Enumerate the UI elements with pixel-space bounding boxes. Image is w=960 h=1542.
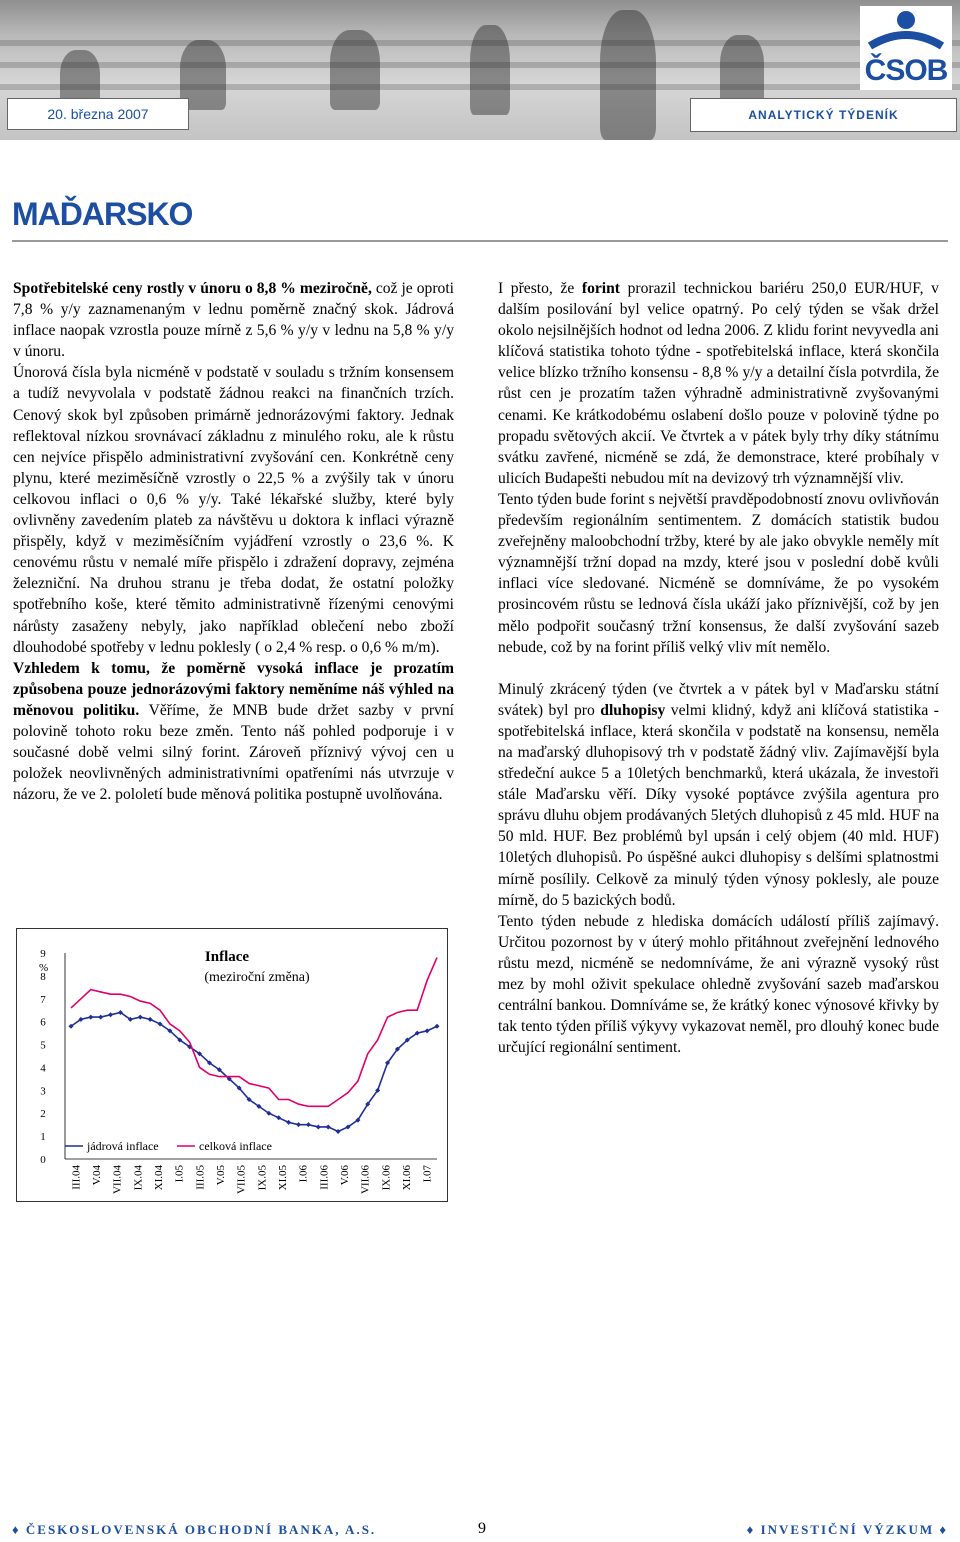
x-tick-label: IX.04: [132, 1165, 145, 1191]
paragraph: [13, 278, 454, 362]
inflation-chart-svg: [17, 929, 447, 1201]
x-tick-label: XI.04: [153, 1165, 165, 1191]
page-number: 9: [478, 1520, 486, 1537]
left-column: [13, 278, 454, 805]
text: Únorová čísla byla nicméně v podstatě v souladu s tržním konsensem a tudíž nevyvolala v podstatě žádnou reakci na finančních trzích. Cenový skok byl způsoben primárně jednorázovými faktory. Jednak reflektoval nízkou srovnávací základnu z minulého roku, ale k růstu cen nejvíce přispělo administrativní zvyšování cen. Konkrétně ceny plynu, které meziměsíčně vzrostly o 22,5 % a zvýšily tak v únoru celkovou inflaci o 0,6 % y/y. Také lékařské služby, které byly ovlivněny zavedením plateb za návštěvu u doktora k inflaci výrazně přispěly, když v meziměsíčním vyjádření vzrostly o 23,6 %. K cenovému růstu v nemalé míře přispělo i zdražení dopravy, zejména železniční. Na druhou stranu je třeba dodat, že ostatní položky spotřebního koše, které těmito administrativně řízenými cenovými nárůsty zasaženy nebyly, jako například oblečení nebo zboží dlouhodobé spotřeby v lednu poklesly ( o 2,4 % resp. o 0,6 % m/m).: [13, 364, 454, 656]
data-point-core-inflation: [138, 1015, 143, 1020]
data-point-core-inflation: [98, 1015, 103, 1020]
x-tick-label: III.04: [70, 1165, 83, 1190]
y-tick-label: 2: [40, 1108, 46, 1121]
y-tick-label: 1: [40, 1131, 46, 1144]
x-tick-label: I.06: [297, 1165, 310, 1183]
paragraph: [13, 362, 454, 657]
inflation-chart: [16, 928, 448, 1202]
csob-logo: [860, 6, 952, 90]
data-point-core-inflation: [108, 1012, 113, 1017]
x-tick-label: V.04: [91, 1165, 103, 1186]
data-point-core-inflation: [286, 1120, 291, 1125]
data-point-core-inflation: [88, 1015, 93, 1020]
chart-title: Inflace: [204, 949, 250, 965]
text: Minulý zkrácený týden (ve čtvrtek a v pátek byl v Maďarsku státní svátek) byl pro: [498, 680, 939, 719]
x-tick-label: I.07: [421, 1165, 434, 1183]
chart-subtitle: (meziroční změna): [204, 970, 310, 985]
footer: [12, 1518, 948, 1542]
bold-text: Spotřebitelské ceny rostly v únoru o 8,8 % meziročně,: [13, 280, 372, 297]
data-point-core-inflation: [316, 1124, 321, 1129]
y-axis-label: %: [39, 962, 49, 974]
footer-bank-name: ČESKOSLOVENSKÁ OBCHODNÍ BANKA, A.S.: [25, 1522, 377, 1537]
data-point-core-inflation: [425, 1028, 430, 1033]
publication-name: ANALYTICKÝ TÝDENÍK: [690, 98, 957, 132]
footer-right: ♦ INVESTIČNÍ VÝZKUM ♦: [746, 1522, 948, 1537]
paragraph: [498, 911, 939, 1059]
issue-date: 20. března 2007: [7, 98, 189, 130]
text: Tento týden nebude z hlediska domácích událostí příliš zajímavý. Určitou pozornost by v úterý mohlo přitáhnout zveřejnění lednového růstu mezd, nicméně se nedomníváme, že ani výrazně vysoký růst mez by mohl oživit spekulace ohledně zvyšování sazeb maďarskou centrální bankou. Domníváme se, že krátký konec výnosové křivky by tak tento týden příliš výkyvy vykazovat neměl, pro dlouhý konec bude určující regionální sentiment.: [498, 912, 939, 1057]
bold-text: Vzhledem k tomu, že poměrně vysoká inflace je prozatím způsobena pouze jednorázovými faktory neměníme náš výhled na měnovou politiku.: [13, 659, 454, 719]
data-point-core-inflation: [306, 1122, 311, 1127]
y-tick-label: 4: [40, 1062, 46, 1075]
csob-logo-icon: [860, 6, 952, 56]
data-point-core-inflation: [336, 1129, 341, 1134]
x-tick-label: III.06: [318, 1165, 331, 1190]
x-tick-label: IX.06: [380, 1165, 393, 1191]
text: I přesto, že: [498, 280, 582, 297]
y-tick-label: 5: [40, 1039, 46, 1052]
data-point-core-inflation: [296, 1122, 301, 1127]
paragraph: [13, 658, 454, 806]
data-point-core-inflation: [148, 1017, 153, 1022]
footer-left: ♦ ČESKOSLOVENSKÁ OBCHODNÍ BANKA, A.S.: [12, 1522, 377, 1537]
x-tick-label: XI.05: [277, 1165, 289, 1191]
footer-department: INVESTIČNÍ VÝZKUM: [760, 1522, 935, 1537]
x-tick-label: I.05: [173, 1165, 186, 1183]
paragraph-gap: [498, 658, 939, 679]
x-tick-label: VII.04: [111, 1165, 124, 1195]
data-point-core-inflation: [276, 1115, 281, 1120]
x-tick-label: VII.06: [359, 1165, 372, 1195]
x-tick-label: XI.06: [401, 1165, 413, 1191]
x-tick-label: IX.05: [256, 1165, 269, 1191]
y-tick-label: 6: [40, 1016, 46, 1029]
y-tick-label: 7: [40, 993, 46, 1006]
x-tick-label: V.06: [339, 1165, 351, 1186]
title-rule: [12, 240, 948, 242]
text: Věříme, že MNB bude držet sazby v první polovině tohoto roku beze změn. Tento náš pohled podporuje i v současné době velmi silný forint. Zároveň příznivý vývoj cen u položek neovlivněných administrativními opatřeními nás utvrzuje v názoru, že ve 2. pololetí bude měnová politika postupně uvolňována.: [13, 701, 454, 804]
y-tick-label: 0: [40, 1154, 46, 1166]
section-title: MAĎARSKO: [12, 196, 193, 232]
bold-text: forint: [581, 280, 620, 297]
x-tick-label: V.05: [215, 1165, 227, 1186]
text: což je oproti 7,8 % y/y zaznamenaným v lednu poměrně značný skok. Jádrová inflace naopak vzrostla pouze mírně z 5,6 % y/y v lednu na 5,8 % y/y v únoru.: [13, 280, 454, 361]
text: Tento týden bude forint s největší pravděpodobností znovu ovlivňován především regionálním sentimentem. Z domácích statistik budou zveřejněny maloobchodní tržby, které by ale jako obvykle neměly mít významnější tržní dopad na mzdy, které jsou v poslední době kvůli inflaci více sledované. Nicméně se domníváme, že po vysokém prosincovém růstu se lednová čísla ukáží jako příznivější, což by jen mělo podpořit současný tržní konsensus, že další zvyšování sazeb nebude, což by na forint příliš velký vliv mít nemělo.: [498, 490, 939, 656]
csob-logo-text: ČSOB: [864, 54, 948, 87]
paragraph: [498, 489, 939, 658]
y-tick-label: 3: [40, 1085, 46, 1098]
paragraph: [498, 278, 939, 489]
legend-label-total-inflation: celková inflace: [199, 1139, 272, 1153]
bold-text: dluhopisy: [600, 701, 666, 719]
x-tick-label: VII.05: [235, 1165, 248, 1195]
y-tick-label: 9: [40, 948, 46, 960]
x-tick-label: III.05: [194, 1165, 207, 1190]
data-point-core-inflation: [326, 1124, 331, 1129]
text: velmi klidný, když ani klíčová statistika - spotřebitelská inflace, která skončila v podstatě na konsensu, neměla na maďarský dluhopisový trh v podstatě žádný vliv. Zajímavější byla středeční aukce 5 a 10letých benchmarků, která ukázala, že investoři stále Maďarsku věří. Díky vysoké poptávce zvýšila agentura pro správu dluhu objem prodávaných 5letých dluhopisů z 45 mld. HUF na 50 mld. HUF. Bez problémů byl upsán i celý objem (40 mld. HUF) 10letých dluhopisů. Po úspěšné aukci dluhopisy s delšími splatnostmi mírně posílily. Celkově za minulý týden výnosy poklesly, ale pouze mírně, do 5 bazických bodů.: [498, 701, 939, 909]
paragraph: [498, 679, 939, 911]
right-column: [498, 278, 939, 1058]
y-tick-label: 8: [40, 970, 46, 983]
legend-label-core-inflation: jádrová inflace: [87, 1139, 159, 1153]
text: prorazil technickou bariéru 250,0 EUR/HUF, v dalším posilování byl velice opatrný. Po celý týden se však držel okolo nejsilnějších hodnot od ledna 2006. Z klidu forint nevyvedla ani klíčová statistika tohoto týdne - spotřebitelská inflace, která skončila velice blízko tržního konsensu - 8,8 % y/y a detailní čísla potvrdila, že růst cen je prozatím tažen výhradně administrativně zvyšovanými cenami. Ke krátkodobému oslabení došlo pouze v polovině týdne po propadu světových akcií. Ve čtvrtek a v pátek byly trhy díky státnímu svátku zavřené, nicméně se zdá, že demonstrace, které probíhaly v ulicích Budapešti nebudou mít na devizový trh významnější vliv.: [498, 280, 939, 487]
data-point-core-inflation: [435, 1024, 440, 1029]
